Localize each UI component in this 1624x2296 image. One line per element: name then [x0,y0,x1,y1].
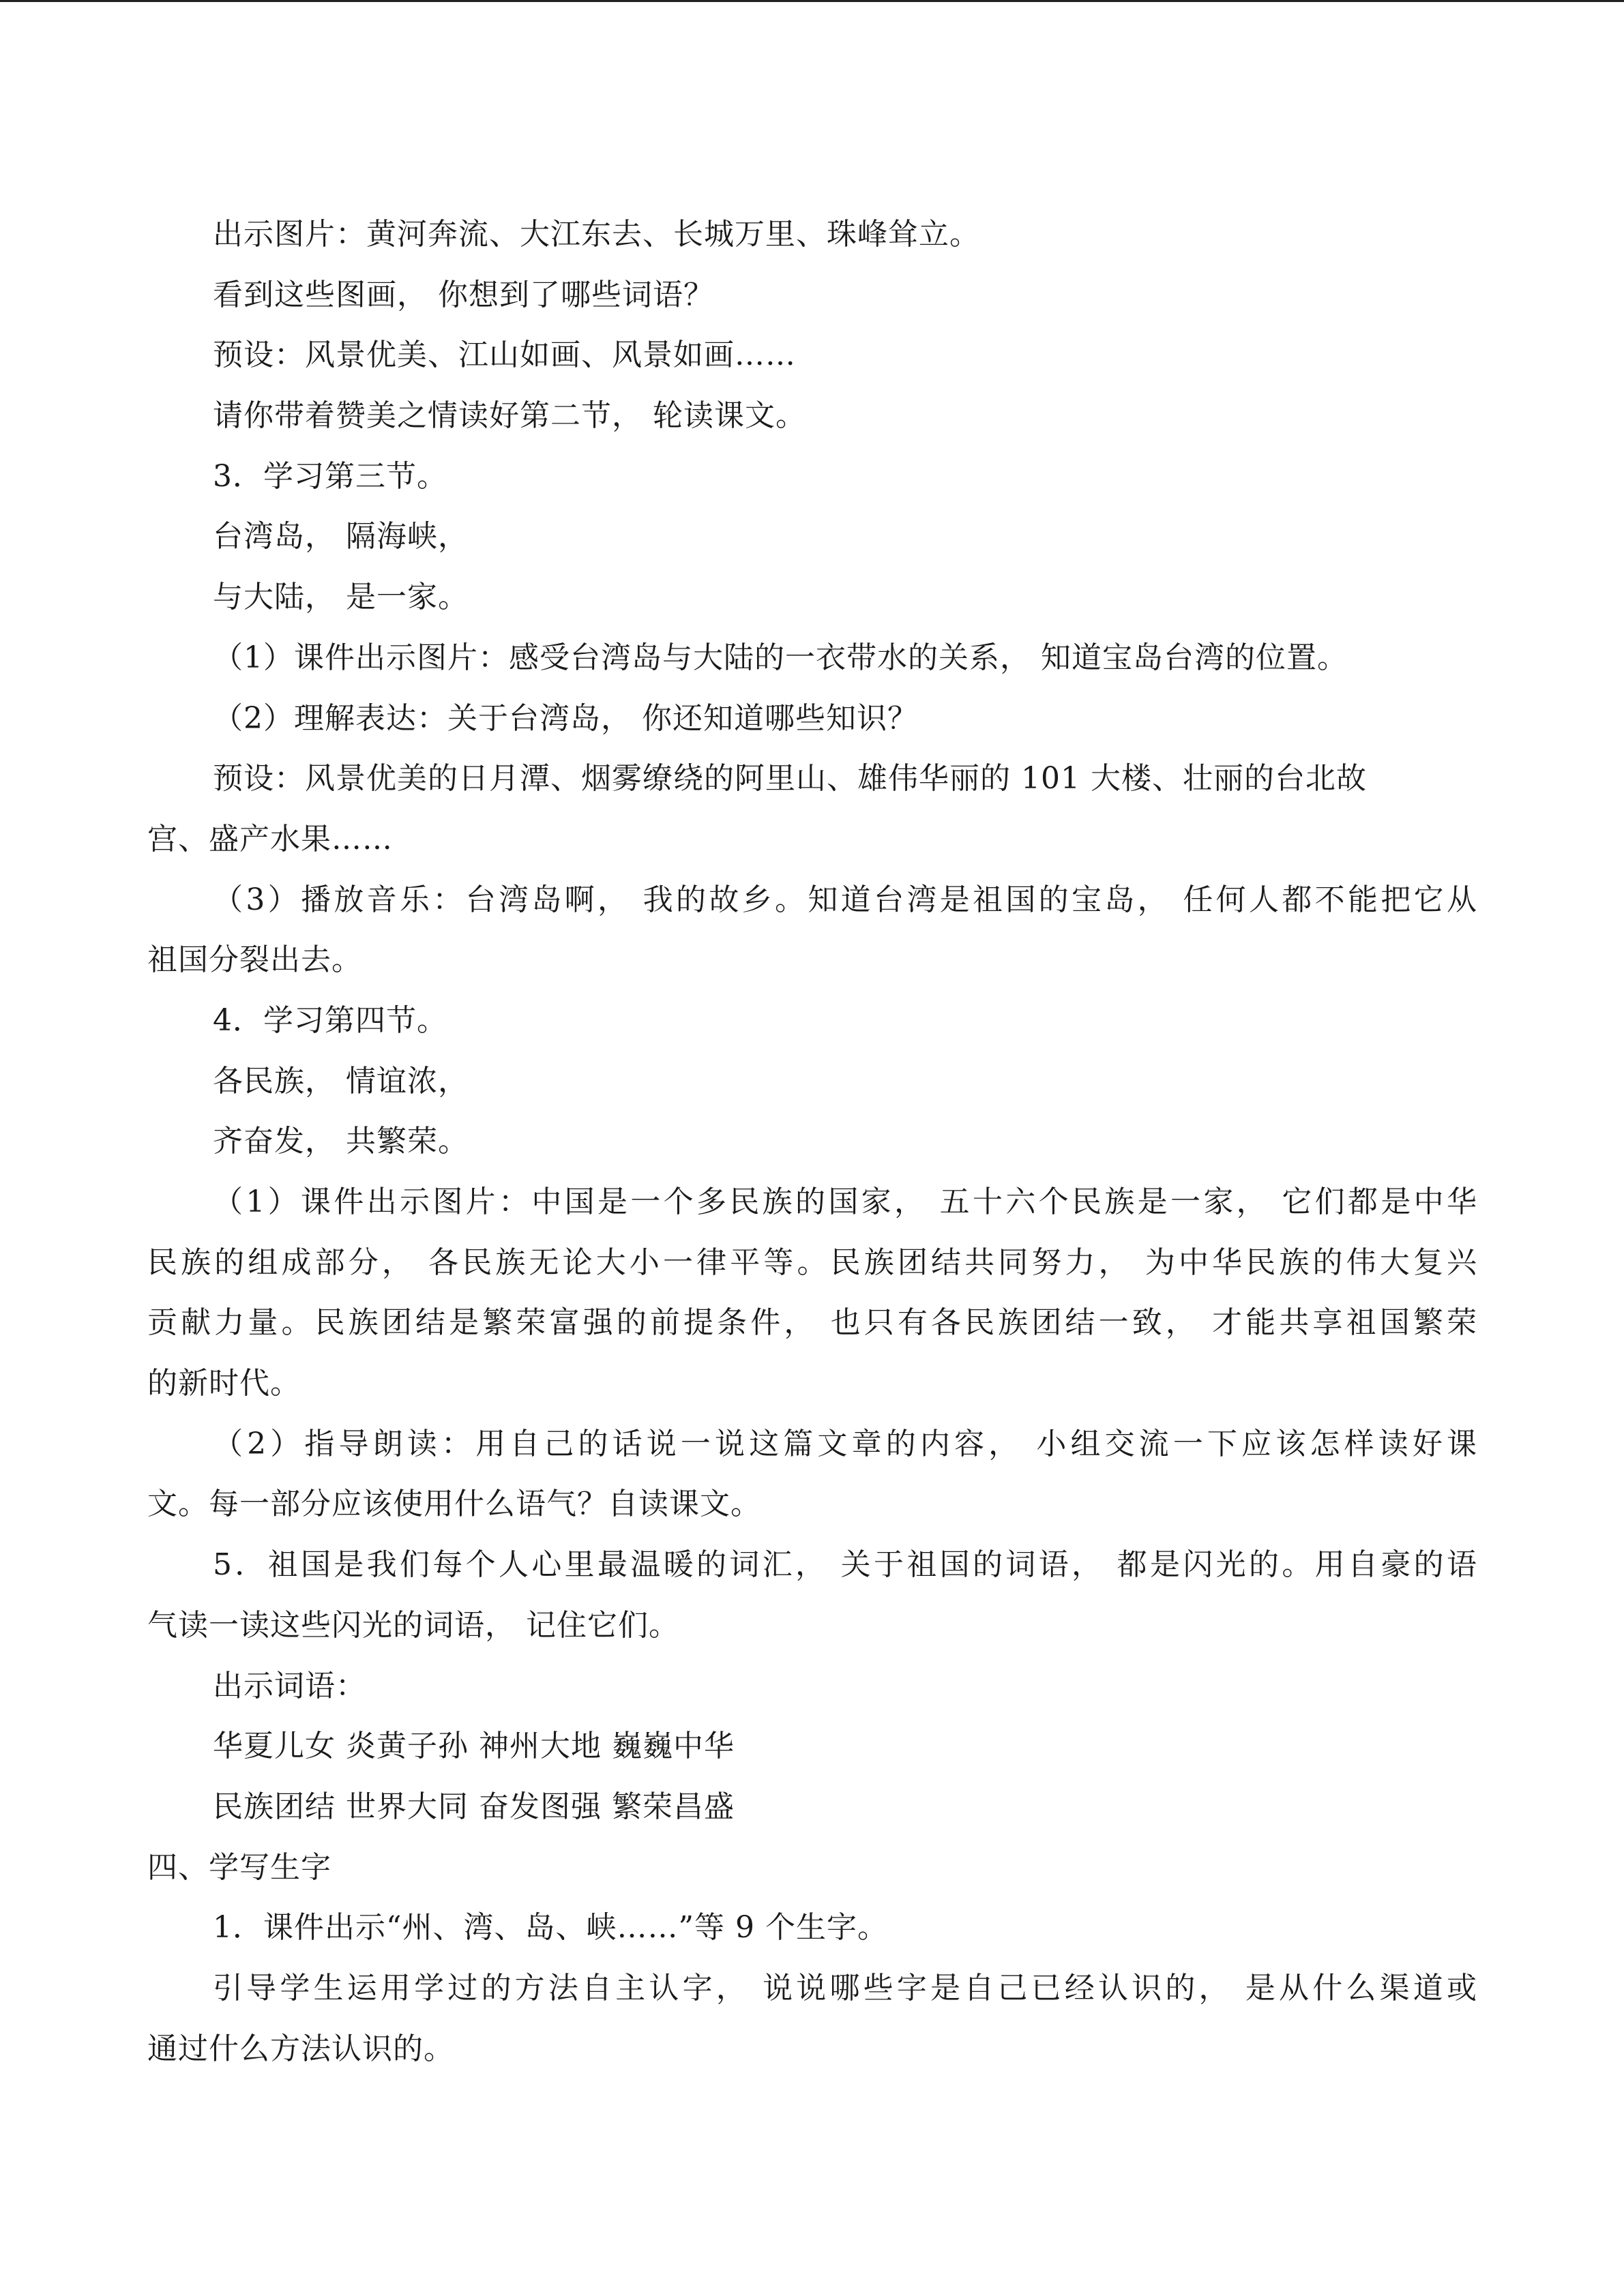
text-line: 3．学习第三节。 [213,458,447,494]
text-line: 1．课件出示“州、湾、岛、峡……”等 9 个生字。 [213,1910,888,1945]
text-line: （3）播放音乐：台湾岛啊， 我的故乡。知道台湾是祖国的宝岛， 任何人都不能把它从 [213,882,1477,917]
text-line: 各民族， 情谊浓， [213,1063,469,1099]
text-line: 宫、盛产水果…… [147,821,393,856]
text-line: （1）课件出示图片：中国是一个多民族的国家， 五十六个民族是一家， 它们都是中华 [213,1184,1477,1219]
text-line: （1）课件出示图片：感受台湾岛与大陆的一衣带水的关系， 知道宝岛台湾的位置。 [213,640,1348,675]
text-line: 的新时代。 [147,1366,301,1401]
text-line: 民族团结 世界大同 奋发图强 繁荣昌盛 [213,1789,735,1824]
text-line: 与大陆， 是一家。 [213,580,469,615]
text-line: 民族的组成部分， 各民族无论大小一律平等。民族团结共同努力， 为中华民族的伟大复兴 [147,1244,1477,1280]
text-line: 台湾岛， 隔海峡， [213,519,469,554]
text-line: 预设：风景优美的日月潭、烟雾缭绕的阿里山、雄伟华丽的 101 大楼、壮丽的台北故 [213,761,1367,796]
text-line: 预设：风景优美、江山如画、风景如画…… [213,338,796,373]
text-line: 请你带着赞美之情读好第二节， 轮读课文。 [213,398,806,434]
text-line: 贡献力量。民族团结是繁荣富强的前提条件， 也只有各民族团结一致， 才能共享祖国繁荣 [147,1305,1477,1341]
text-line: 出示词语： [213,1668,366,1703]
text-line: 齐奋发， 共繁荣。 [213,1124,469,1159]
page-top-border [0,0,1624,2]
text-line: （2）指导朗读：用自己的话说一说这篇文章的内容， 小组交流一下应该怎样读好课 [213,1426,1477,1461]
text-line: 出示图片：黄河奔流、大江东去、长城万里、珠峰耸立。 [213,217,980,252]
text-line: 通过什么方法认识的。 [147,2031,454,2066]
text-line: 华夏儿女 炎黄子孙 神州大地 巍巍中华 [213,1729,735,1764]
text-line: 文。每一部分应该使用什么语气？自读课文。 [147,1487,761,1522]
text-line: （2）理解表达：关于台湾岛， 你还知道哪些知识？ [213,700,918,736]
text-line: 4．学习第四节。 [213,1002,447,1038]
text-line: 祖国分裂出去。 [147,942,362,978]
text-line: 气读一读这些闪光的词语， 记住它们。 [147,1607,679,1643]
text-line: 看到这些图画， 你想到了哪些词语？ [213,277,714,312]
document-body [147,205,1477,2079]
text-line: 引导学生运用学过的方法自主认字， 说说哪些字是自己已经认识的， 是从什么渠道或 [213,1970,1477,2006]
text-line: 5．祖国是我们每个人心里最温暖的词汇， 关于祖国的词语， 都是闪光的。用自豪的语 [213,1547,1477,1583]
text-line: 四、学写生字 [147,1849,331,1885]
